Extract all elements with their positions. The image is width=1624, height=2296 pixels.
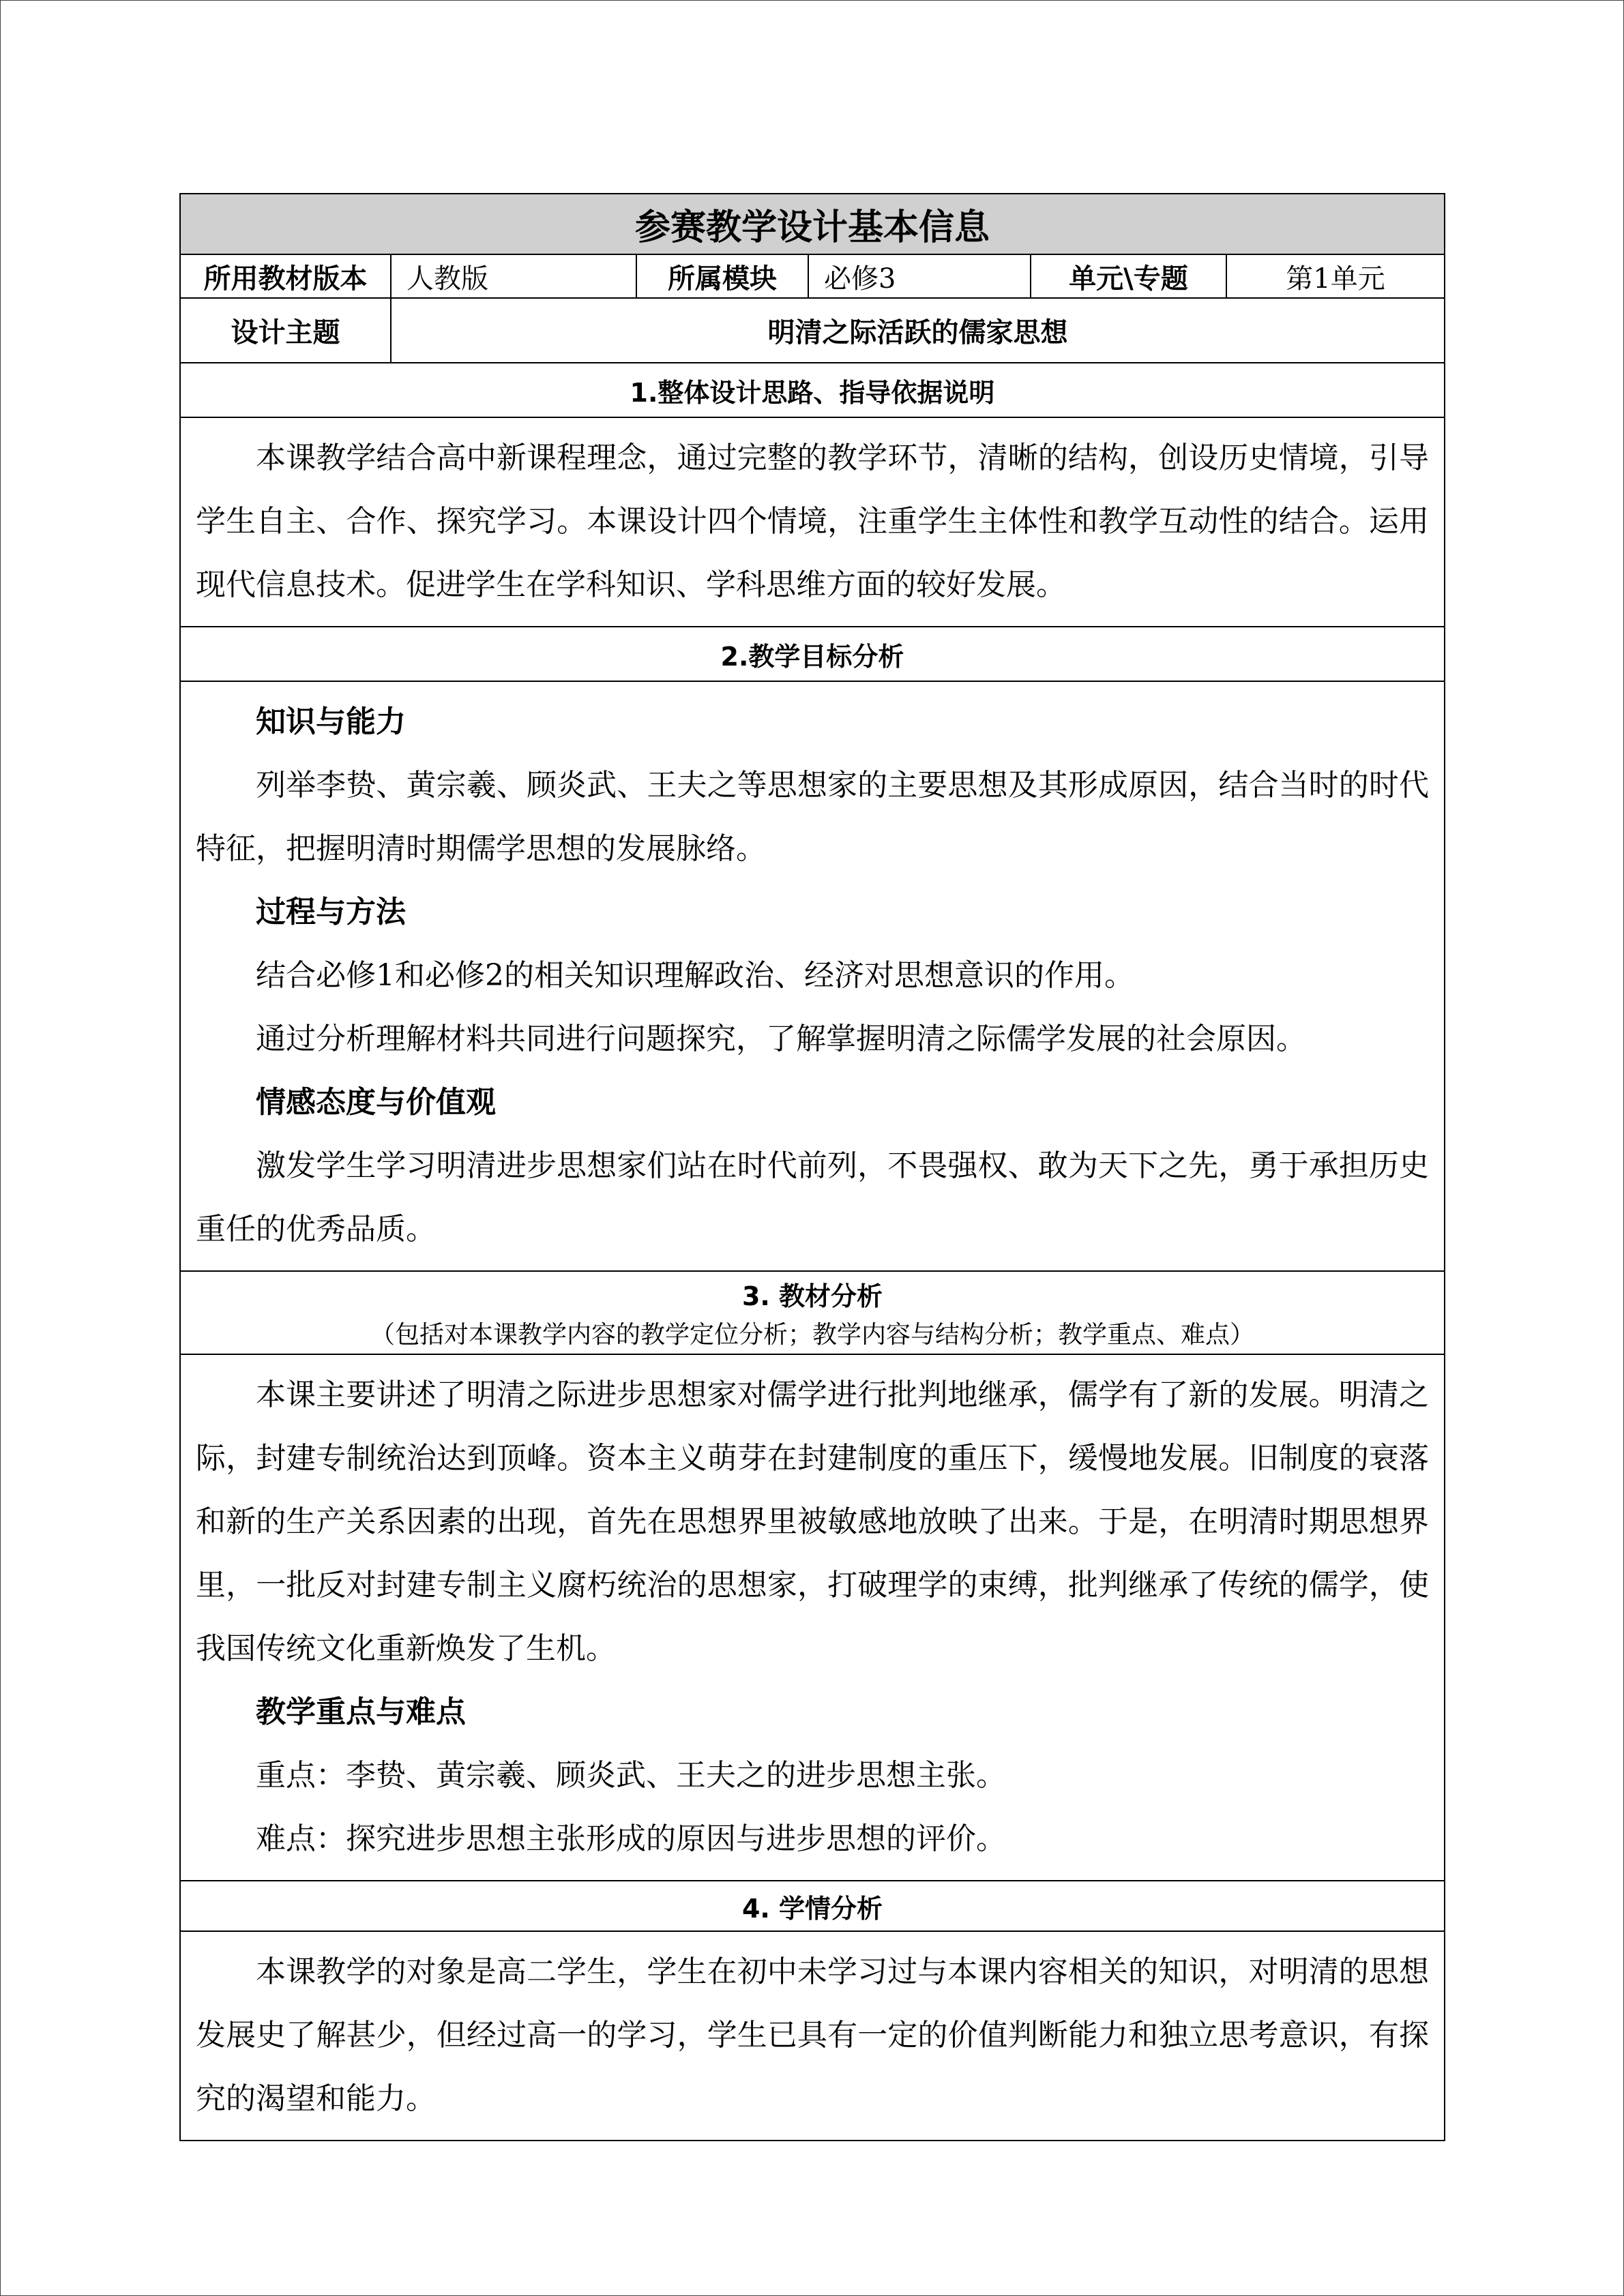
section-2-heading: 2.教学目标分析 — [181, 627, 1444, 682]
info-row-theme — [181, 299, 1444, 363]
section-4-body — [181, 1932, 1444, 2140]
unit-label: 单元\专题 — [1031, 255, 1227, 297]
paragraph: 本课教学的对象是高二学生，学生在初中未学习过与本课内容相关的知识，对明清的思想发展史了解甚少，但经过高一的学习，学生已具有一定的价值判断能力和独立思考意识，有探究的渴望和能力。 — [196, 1954, 1429, 2116]
paragraph: 本课教学结合高中新课程理念，通过完整的教学环节，清晰的结构，创设历史情境，引导学生自主、合作、探究学习。本课设计四个情境，注重学生主体性和教学互动性的结合。运用现代信息技术。促进学生在学科知识、学科思维方面的较好发展。 — [196, 441, 1429, 602]
paragraph: 重点：李贽、黄宗羲、顾炎武、王夫之的进步思想主张。 — [256, 1758, 1006, 1793]
section-4-heading: 4. 学情分析 — [181, 1881, 1444, 1932]
info-row-textbook — [181, 255, 1444, 299]
section-3-heading — [181, 1272, 1444, 1355]
lesson-design-table — [179, 193, 1445, 2141]
textbook-value: 人教版 — [392, 255, 637, 297]
subheading-values: 情感态度与价值观 — [256, 1085, 496, 1120]
section-2-body — [181, 682, 1444, 1272]
section-1-body — [181, 418, 1444, 627]
section-3-title: 3. 教材分析 — [741, 1281, 883, 1311]
paragraph: 激发学生学习明清进步思想家们站在时代前列，不畏强权、敢为天下之先，勇于承担历史重任的优秀品质。 — [196, 1148, 1429, 1247]
subheading-process: 过程与方法 — [256, 895, 406, 929]
unit-value: 第1单元 — [1286, 263, 1385, 295]
module-label: 所属模块 — [637, 255, 809, 297]
paragraph: 本课主要讲述了明清之际进步思想家对儒学进行批判地继承，儒学有了新的发展。明清之际，封建专制统治达到顶峰。资本主义萌芽在封建制度的重压下，缓慢地发展。旧制度的衰落和新的生产关系因素的出现，首先在思想界里被敏感地放映了出来。于是，在明清时期思想界里，一批反对封建专制主义腐朽统治的思想家，打破理学的束缚，批判继承了传统的儒学，使我国传统文化重新焕发了生机。 — [196, 1377, 1429, 1666]
section-3-subtitle: （包括对本课教学内容的教学定位分析；教学内容与结构分析；教学重点、难点） — [370, 1321, 1254, 1349]
paragraph: 结合必修1和必修2的相关知识理解政治、经济对思想意识的作用。 — [256, 958, 1134, 993]
theme-value: 明清之际活跃的儒家思想 — [767, 316, 1068, 348]
paragraph: 难点：探究进步思想主张形成的原因与进步思想的评价。 — [256, 1821, 1006, 1856]
subheading-knowledge: 知识与能力 — [256, 704, 406, 739]
paragraph: 通过分析理解材料共同进行问题探究，了解掌握明清之际儒学发展的社会原因。 — [256, 1022, 1306, 1056]
paragraph: 列举李贽、黄宗羲、顾炎武、王夫之等思想家的主要思想及其形成原因，结合当时的时代特征，把握明清时期儒学思想的发展脉络。 — [196, 768, 1429, 866]
table-title: 参赛教学设计基本信息 — [181, 194, 1444, 255]
section-1-heading: 1.整体设计思路、指导依据说明 — [181, 363, 1444, 418]
section-3-body — [181, 1355, 1444, 1881]
theme-label: 设计主题 — [181, 299, 392, 362]
subheading-key-points: 教学重点与难点 — [256, 1695, 466, 1729]
textbook-label: 所用教材版本 — [181, 255, 392, 297]
module-value: 必修3 — [809, 255, 1031, 297]
